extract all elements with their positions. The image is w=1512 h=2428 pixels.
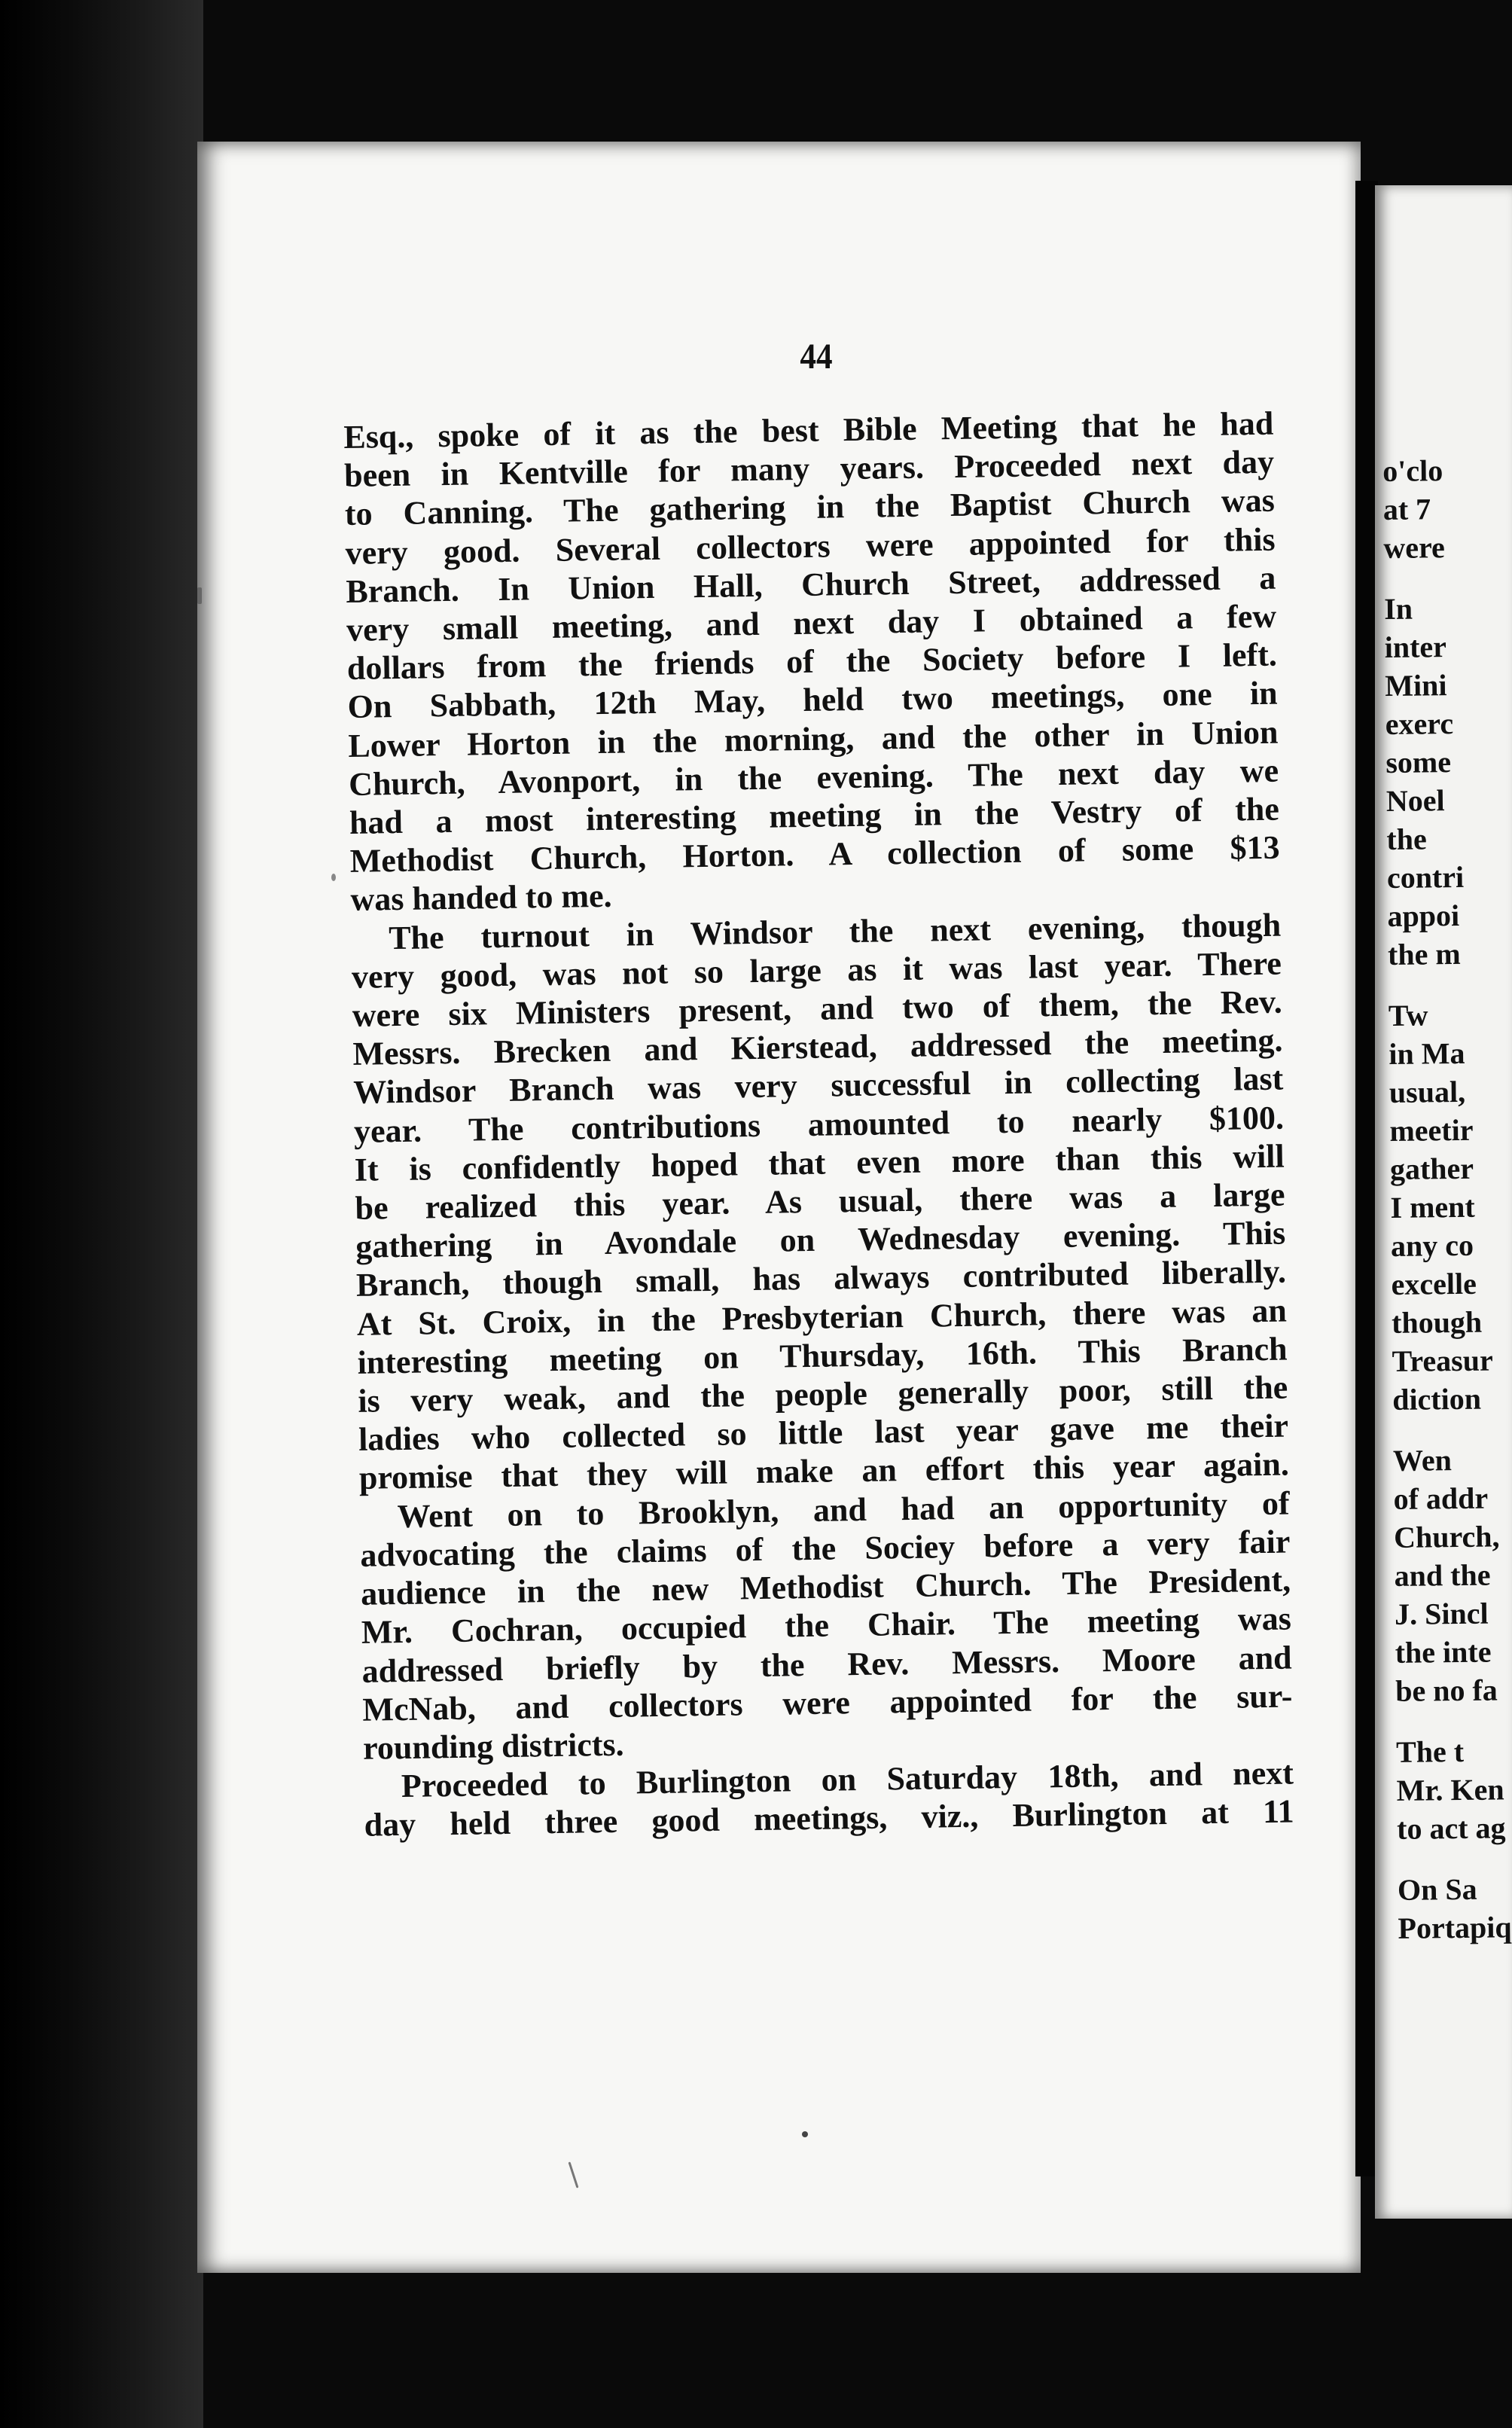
facing-text-gap: [1397, 1847, 1512, 1871]
text-line: addressed briefly by the Rev. Messrs. Moore and: [361, 1638, 1292, 1690]
text-line: was handed to me.: [350, 877, 612, 919]
text-line: Branch, though small, has always contributed liberally.: [355, 1253, 1287, 1304]
facing-text-line: gather: [1389, 1151, 1474, 1186]
text-line: gathering in Avondale on Wednesday evening. This: [355, 1214, 1286, 1266]
text-line: Church, Avonport, in the evening. The next day we: [348, 752, 1279, 803]
ink-speck: [802, 2131, 808, 2137]
ink-speck: [197, 587, 202, 604]
facing-text-gap: [1392, 1417, 1512, 1441]
facing-text-line: of addr: [1393, 1481, 1489, 1516]
facing-text-line: Portapiq: [1398, 1910, 1512, 1945]
facing-text-line: On Sa: [1397, 1871, 1477, 1907]
text-line: Windsor Branch was very successful in collecting last: [352, 1060, 1284, 1112]
facing-text-line: and the: [1394, 1557, 1491, 1593]
text-line: Esq., spoke of it as the best Bible Meeting that he had: [343, 404, 1274, 456]
facing-text-gap: [1384, 566, 1512, 590]
facing-text-line: any co: [1390, 1228, 1474, 1263]
text-line: It is confidently hoped that even more than this will: [354, 1137, 1285, 1188]
facing-text-line: appoi: [1387, 898, 1460, 933]
facing-text-line: meetir: [1389, 1112, 1474, 1148]
text-line: Messrs. Brecken and Kierstead, addressed the meeting.: [352, 1021, 1283, 1073]
facing-text-line: though: [1391, 1304, 1483, 1340]
text-line: interesting meeting on Thursday, 16th. This Branch: [357, 1330, 1288, 1381]
facing-text-line: Noel: [1385, 783, 1445, 818]
ink-speck: [331, 874, 336, 881]
text-line: Lower Horton in the morning, and the other in Union: [348, 713, 1279, 764]
facing-text-gap: [1388, 972, 1512, 996]
text-line: year. The contributions amounted to nearly $100.: [353, 1099, 1285, 1150]
facing-text-line: usual,: [1389, 1074, 1466, 1109]
text-line: day held three good meetings, viz., Burlington at 11: [364, 1792, 1294, 1844]
text-line: ladies who collected so little last year gave me their: [358, 1407, 1289, 1459]
text-line: Methodist Church, Horton. A collection of some $13: [349, 828, 1280, 880]
facing-text-line: Mini: [1385, 668, 1447, 703]
paragraph-start-line: Proceeded to Burlington on Saturday 18th, and next: [401, 1754, 1294, 1805]
scanner-edge-shadow: [0, 0, 203, 2428]
text-line: rounding districts.: [362, 1725, 624, 1767]
facing-text-line: be no fa: [1395, 1673, 1498, 1708]
facing-page-text: [1382, 450, 1512, 1948]
facing-text-line: In: [1383, 591, 1413, 626]
text-line: been in Kentville for many years. Proceeded next day: [343, 443, 1275, 495]
facing-text-gap: [1395, 1709, 1512, 1733]
facing-text-line: Mr. Ken: [1396, 1772, 1504, 1807]
text-line: were six Ministers present, and two of them, the Rev.: [352, 983, 1282, 1034]
facing-text-line: Tw: [1388, 998, 1428, 1033]
text-line: Mr. Cochran, occupied the Chair. The meeting was: [361, 1600, 1292, 1652]
page-number: 44: [800, 337, 833, 377]
facing-text-line: diction: [1392, 1381, 1482, 1417]
facing-text-line: excelle: [1391, 1266, 1477, 1301]
facing-text-line: The t: [1395, 1734, 1465, 1769]
text-line: audience in the new Methodist Church. The President,: [360, 1561, 1291, 1612]
text-line: be realized this year. As usual, there was a large: [355, 1176, 1285, 1227]
facing-text-line: inter: [1384, 630, 1447, 664]
facing-text-line: in Ma: [1389, 1036, 1465, 1071]
facing-text-line: exerc: [1385, 706, 1454, 741]
text-line: to Canning. The gathering in the Baptist Church was: [344, 482, 1276, 533]
text-line: had a most interesting meeting in the Vestry of the: [349, 790, 1280, 841]
facing-text-line: o'clo: [1382, 453, 1443, 488]
text-line: very good, was not so large as it was last year. There: [351, 944, 1282, 996]
paragraph-start-line: The turnout in Windsor the next evening, though: [388, 906, 1282, 956]
text-line: is very weak, and the people generally poor, still the: [358, 1368, 1288, 1420]
text-line: dollars from the friends of the Society before I left.: [346, 636, 1278, 688]
facing-text-line: to act ag: [1396, 1810, 1506, 1846]
facing-text-line: I ment: [1390, 1189, 1475, 1225]
facing-text-line: Treasur: [1392, 1343, 1493, 1378]
facing-text-line: the m: [1387, 936, 1461, 972]
text-line: very small meeting, and next day I obtained a few: [346, 597, 1277, 648]
facing-text-line: Wen: [1392, 1443, 1453, 1478]
facing-text-line: the inte: [1395, 1634, 1492, 1670]
text-line: McNab, and collectors were appointed for the sur-: [362, 1677, 1293, 1728]
paragraph-start-line: Went on to Brooklyn, and had an opportunity of: [397, 1484, 1290, 1535]
text-line: advocating the claims of the Sociey before a very fair: [360, 1523, 1291, 1574]
facing-text-line: the: [1386, 822, 1427, 856]
facing-text-line: contri: [1386, 859, 1465, 895]
text-line: very good. Several collectors were appointed for this: [345, 520, 1276, 572]
text-line: At St. Croix, in the Presbyterian Church, there was an: [356, 1292, 1288, 1343]
text-line: On Sabbath, 12th May, held two meetings, one in: [347, 675, 1278, 726]
facing-text-line: Church,: [1393, 1519, 1500, 1554]
text-line: Branch. In Union Hall, Church Street, addressed a: [346, 559, 1276, 610]
facing-text-line: were: [1383, 530, 1446, 565]
text-line: promise that they will make an effort this year again.: [358, 1446, 1290, 1497]
page-body-text: [343, 404, 1294, 1845]
facing-text-line: J. Sincl: [1394, 1596, 1489, 1631]
facing-text-line: at 7: [1382, 492, 1431, 526]
facing-text-line: some: [1385, 745, 1452, 779]
